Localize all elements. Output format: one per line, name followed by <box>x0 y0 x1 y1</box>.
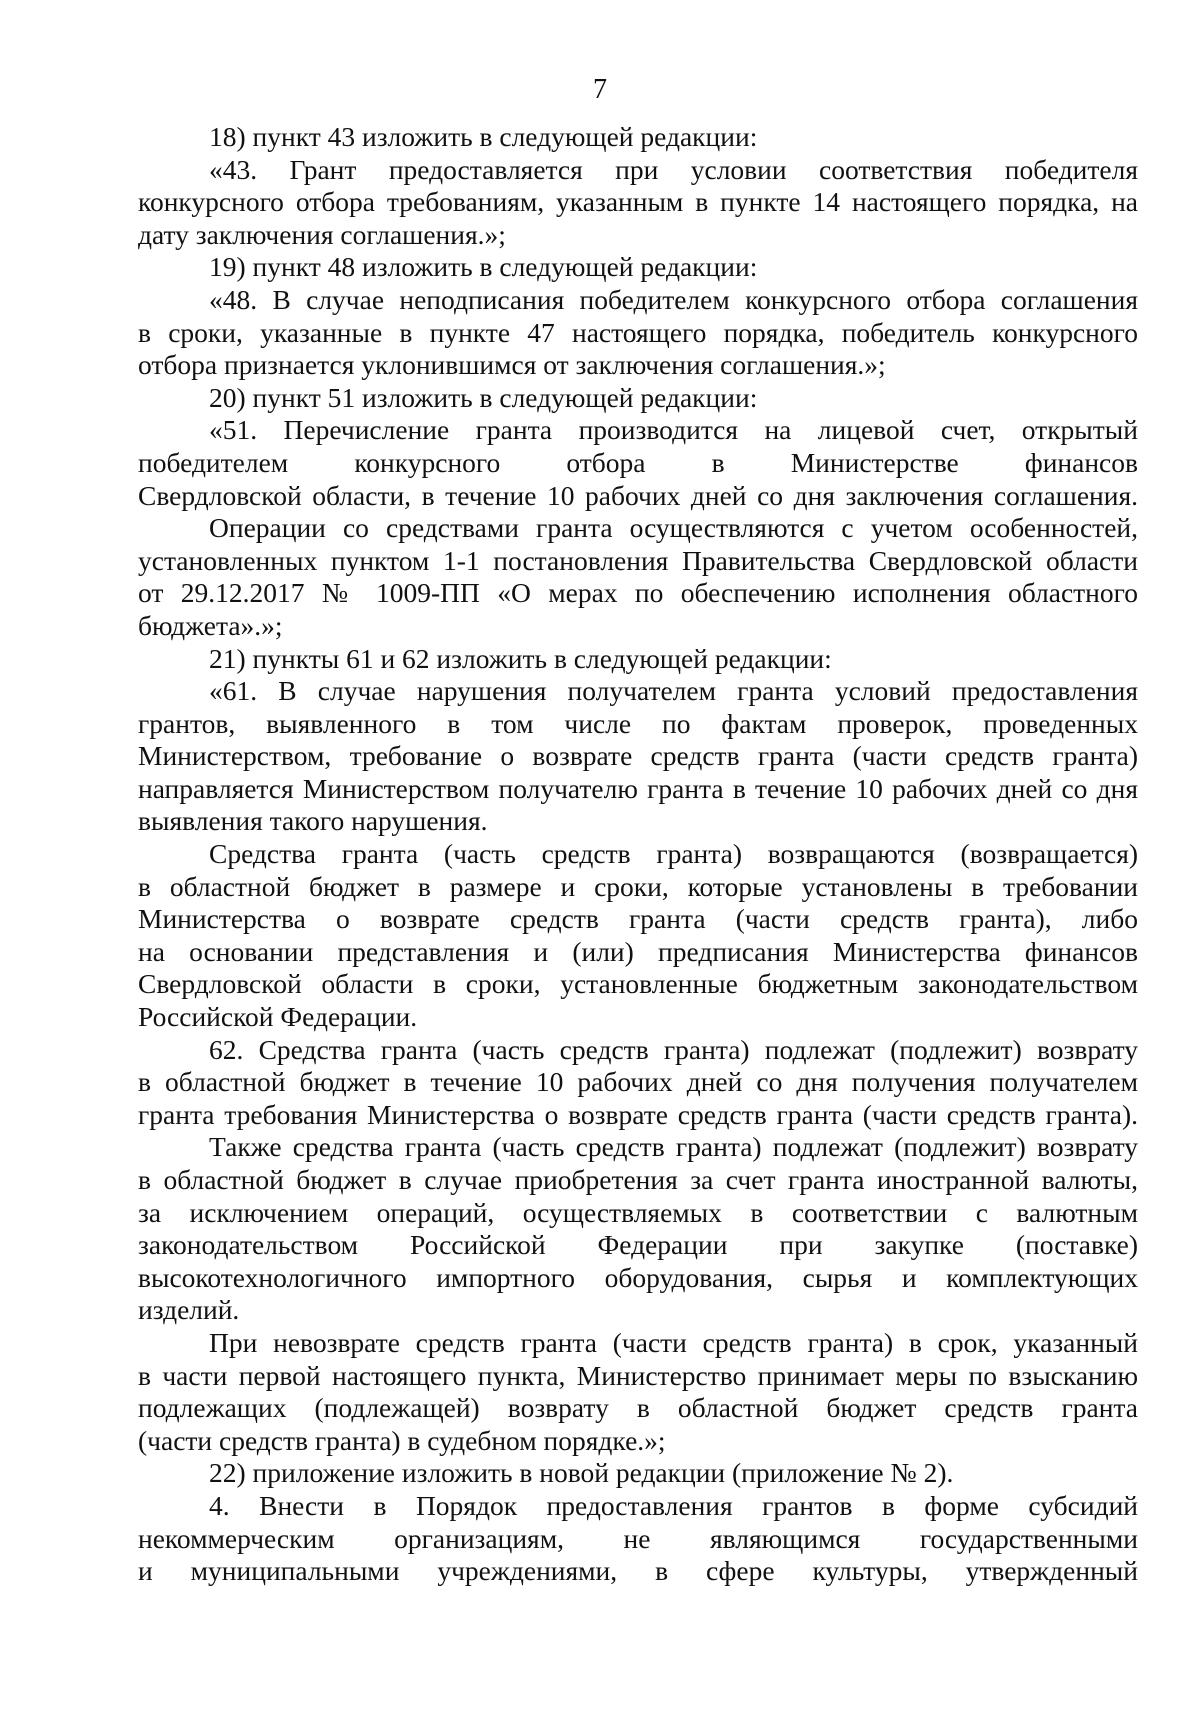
text-line: конкурсного отбора требованиям, указанным в пункте 14 настоящего порядка, на <box>138 186 1138 218</box>
text-line: 22) приложение изложить в новой редакции (приложение № 2). <box>209 1457 954 1489</box>
text-line: отбора признается уклонившимся от заключения соглашения.»; <box>138 349 886 381</box>
text-line: в областной бюджет в течение 10 рабочих дней со дня получения получателем <box>138 1066 1138 1098</box>
text-line: 21) пункты 61 и 62 изложить в следующей редакции: <box>209 642 832 674</box>
text-line: 62. Средства гранта (часть средств гранта) подлежат (подлежит) возврату <box>209 1033 1138 1065</box>
text-line: Российской Федерации. <box>138 1001 418 1033</box>
text-line: 4. Внести в Порядок предоставления грантов в форме субсидий <box>209 1489 1138 1521</box>
text-line: Также средства гранта (часть средств гранта) подлежат (подлежит) возврату <box>209 1131 1138 1163</box>
text-line: законодательством Российской Федерации при закупке (поставке) <box>138 1229 1138 1261</box>
text-line: Министерства о возврате средств гранта (части средств гранта), либо <box>138 903 1138 935</box>
text-line: Средства гранта (часть средств гранта) возвращаются (возвращается) <box>209 838 1138 870</box>
text-line: 19) пункт 48 изложить в следующей редакции: <box>209 251 758 283</box>
text-line: 20) пункт 51 изложить в следующей редакции: <box>209 381 758 413</box>
document-body <box>138 121 1138 1588</box>
text-line: от 29.12.2017 № 1009-ПП «О мерах по обеспечению исполнения областного <box>138 577 1138 609</box>
text-line: направляется Министерством получателю гранта в течение 10 рабочих дней со дня <box>138 772 1138 804</box>
text-line: в областной бюджет в случае приобретения за счет гранта иностранной валюты, <box>138 1164 1138 1195</box>
text-line: При невозврате средств гранта (части средств гранта) в срок, указанный <box>209 1326 1138 1358</box>
text-line: изделий. <box>138 1294 240 1326</box>
text-line: в сроки, указанные в пункте 47 настоящего порядка, победитель конкурсного <box>138 316 1138 348</box>
text-line: выявления такого нарушения. <box>138 805 488 837</box>
text-line: «51. Перечисление гранта производится на лицевой счет, открытый <box>209 414 1138 446</box>
text-line: и муниципальными учреждениями, в сфере культуры, утвержденный <box>138 1555 1138 1587</box>
text-line: за исключением операций, осуществляемых в соответствии с валютным <box>138 1196 1138 1228</box>
text-line: установленных пунктом 1-1 постановления Правительства Свердловской области <box>138 544 1138 576</box>
page-number: 7 <box>593 74 607 105</box>
text-line: дату заключения соглашения.»; <box>138 218 506 250</box>
text-line: (части средств гранта) в судебном порядке.»; <box>138 1424 666 1456</box>
text-line: гранта требования Министерства о возврате средств гранта (части средств гранта). <box>138 1098 1138 1130</box>
text-line: высокотехнологичного импортного оборудования, сырья и комплектующих <box>138 1261 1138 1293</box>
text-line: «43. Грант предоставляется при условии соответствия победителя <box>209 153 1138 185</box>
text-line: на основании представления и (или) предписания Министерства финансов <box>138 935 1138 967</box>
text-line: 18) пункт 43 изложить в следующей редакции: <box>209 121 758 152</box>
text-line: грантов, выявленного в том числе по фактам проверок, проведенных <box>138 707 1138 739</box>
text-line: Операции со средствами гранта осуществляются с учетом особенностей, <box>209 512 1138 544</box>
text-line: победителем конкурсного отбора в Министерстве финансов <box>138 446 1138 478</box>
text-line: Свердловской области в сроки, установленные бюджетным законодательством <box>138 968 1138 1000</box>
text-line: некоммерческим организациям, не являющимся государственными <box>138 1522 1138 1554</box>
text-line: Министерством, требование о возврате средств гранта (части средств гранта) <box>138 740 1138 772</box>
text-line: «48. В случае неподписания победителем конкурсного отбора соглашения <box>209 283 1138 315</box>
text-line: подлежащих (подлежащей) возврату в областной бюджет средств гранта <box>138 1392 1138 1424</box>
text-line: бюджета».»; <box>138 609 283 641</box>
text-line: в части первой настоящего пункта, Министерство принимает меры по взысканию <box>138 1359 1138 1391</box>
text-line: «61. В случае нарушения получателем гранта условий предоставления <box>209 675 1138 707</box>
text-line: Свердловской области, в течение 10 рабочих дней со дня заключения соглашения. <box>138 479 1138 511</box>
text-line: в областной бюджет в размере и сроки, которые установлены в требовании <box>138 870 1138 902</box>
